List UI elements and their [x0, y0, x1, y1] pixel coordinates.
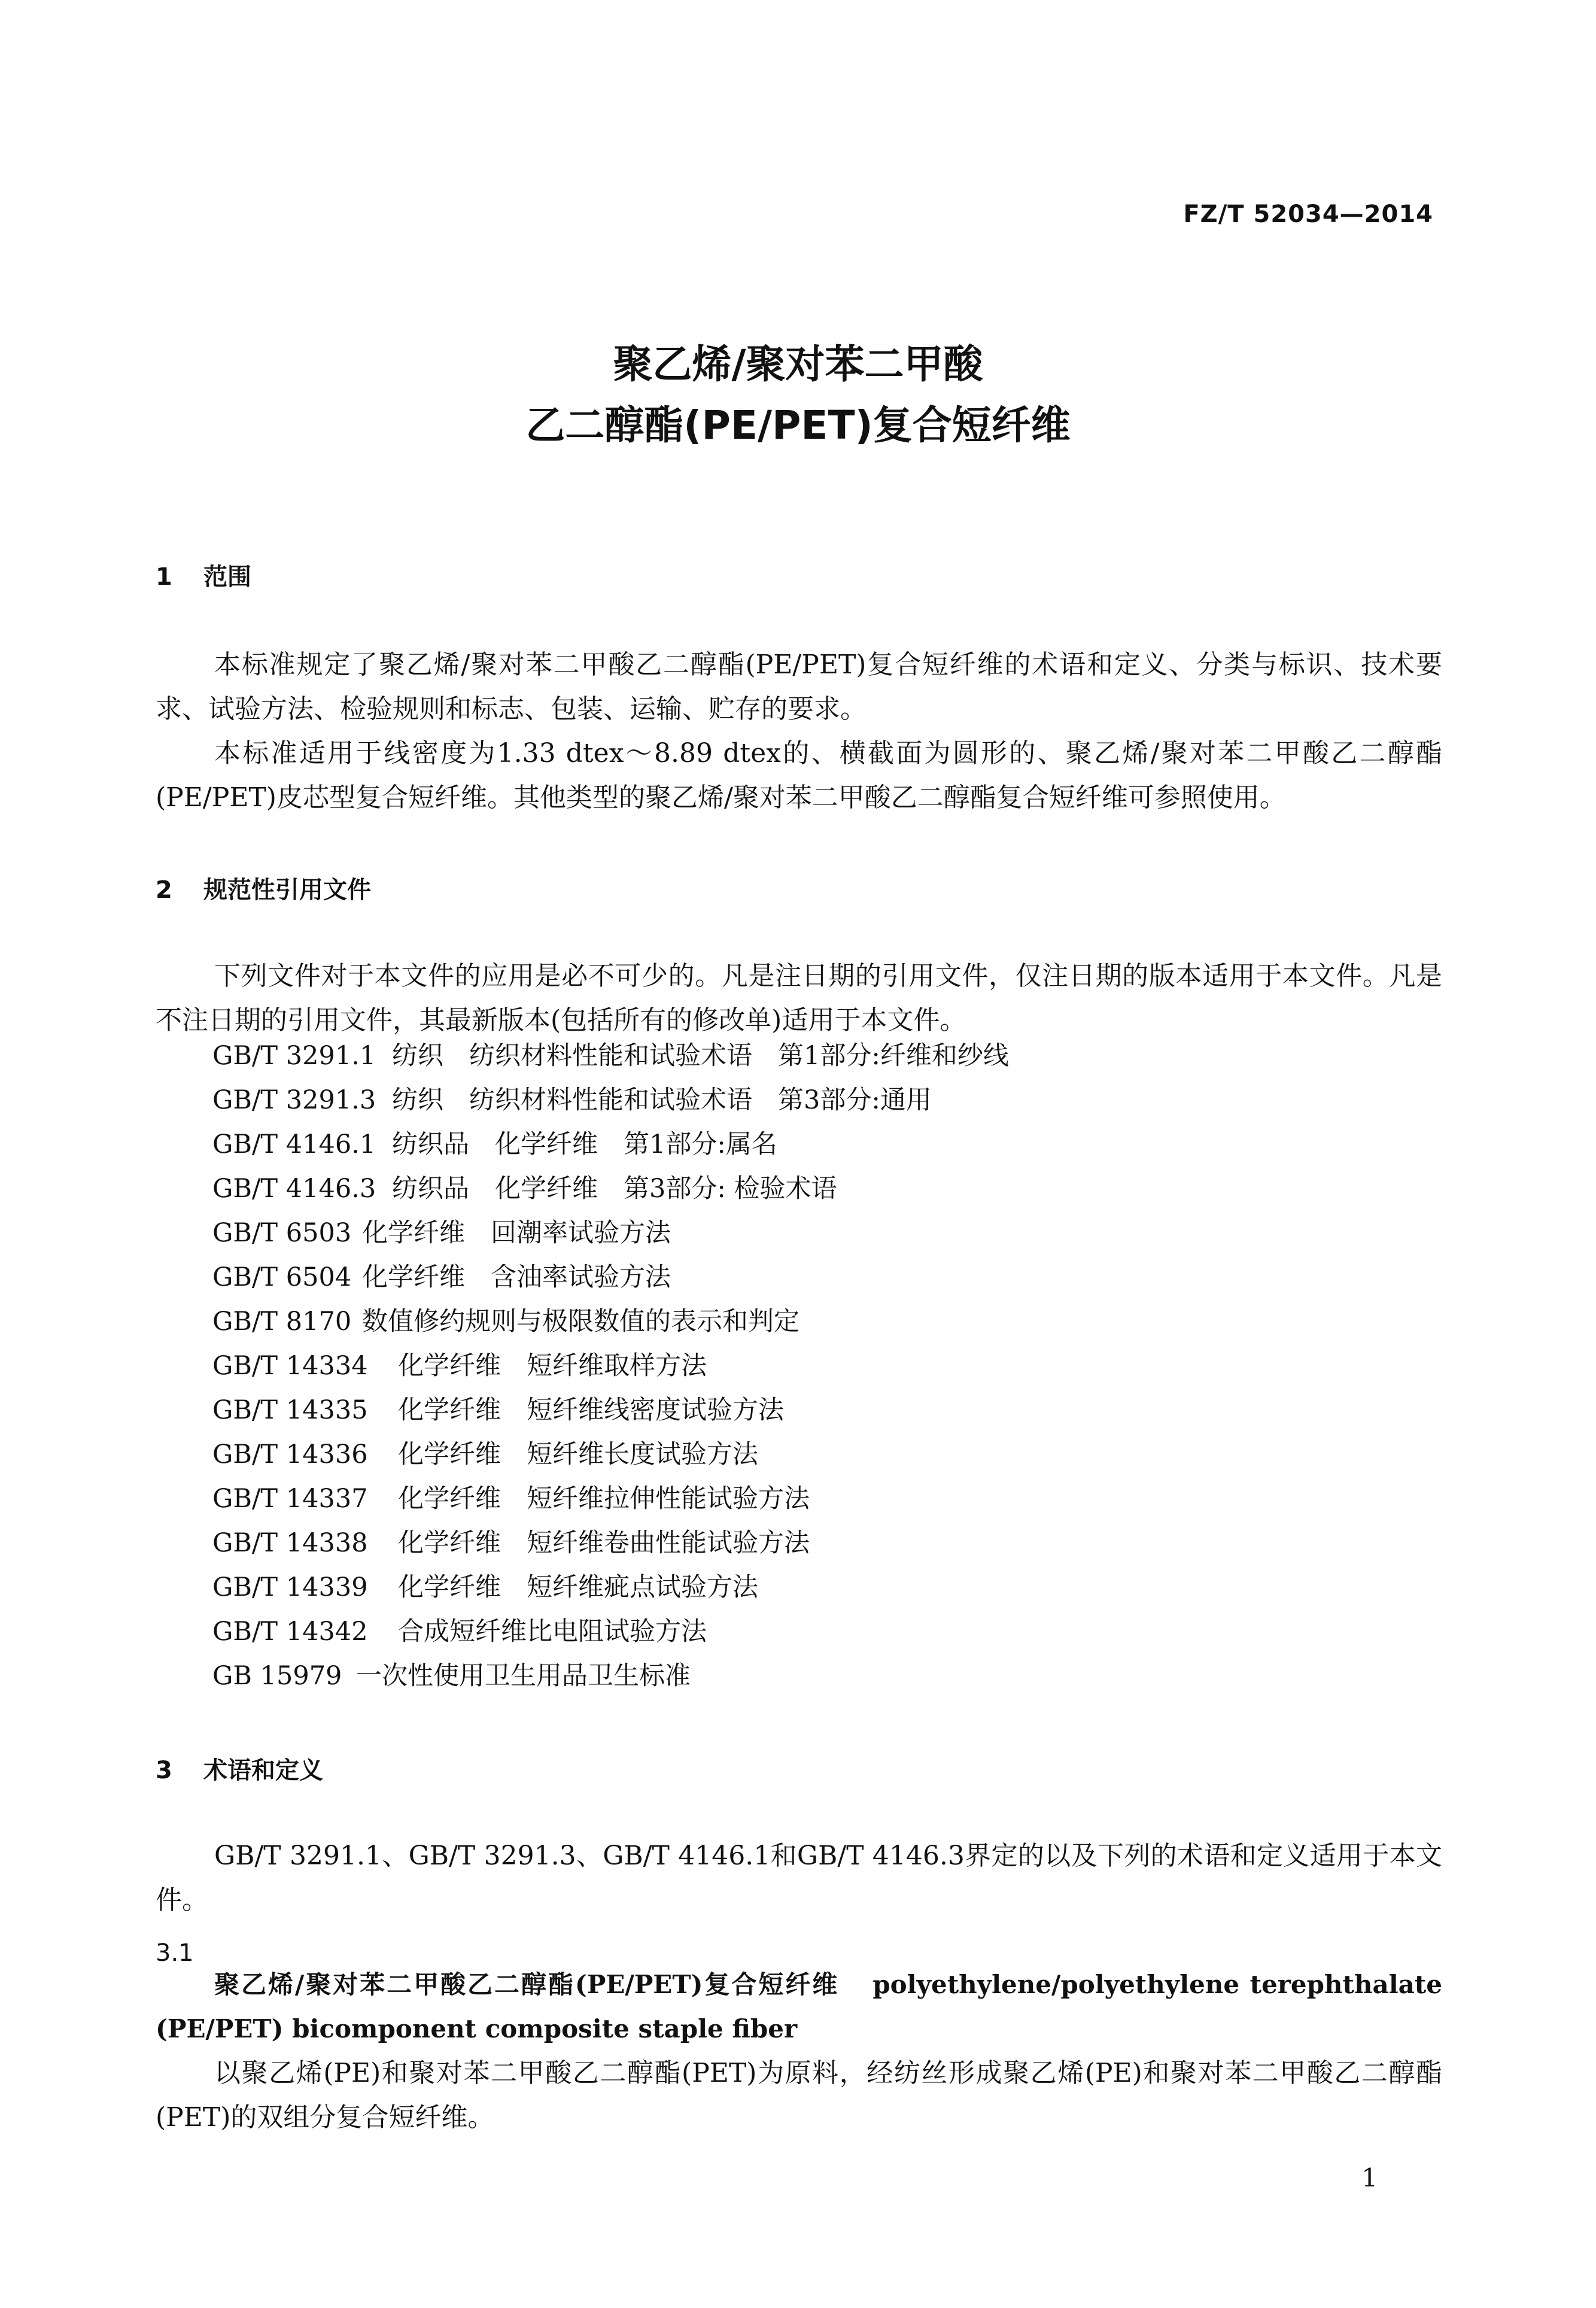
reference-code: GB/T 14339 — [212, 1572, 368, 1602]
reference-code: GB/T 14334 — [212, 1351, 368, 1381]
document-title — [0, 334, 1596, 456]
reference-code: GB/T 3291.1 — [212, 1041, 376, 1071]
reference-title: 化学纤维 短纤维线密度试验方法 — [398, 1395, 784, 1425]
reference-item — [212, 1609, 1009, 1654]
reference-code: GB/T 14337 — [212, 1484, 368, 1514]
reference-code: GB/T 14335 — [212, 1395, 368, 1425]
reference-title: 纺织 纺织材料性能和试验术语 第1部分:纤维和纱线 — [392, 1041, 1009, 1071]
term-number: 3.1 — [156, 1939, 194, 1967]
term-heading — [156, 1963, 1442, 2051]
normative-intro: 下列文件对于本文件的应用是必不可少的。凡是注日期的引用文件，仅注日期的版本适用于本文件。凡是不注日期的引用文件，其最新版本(包括所有的修改单)适用于本文件。 — [156, 961, 1442, 1035]
reference-item — [212, 1211, 1009, 1255]
term-definition: 以聚乙烯(PE)和聚对苯二甲酸乙二醇酯(PET)为原料，经纺丝形成聚乙烯(PE)和聚对苯二甲酸乙二醇酯(PET)的双组分复合短纤维。 — [156, 2058, 1442, 2133]
reference-title: 化学纤维 短纤维取样方法 — [398, 1351, 707, 1381]
reference-title: 化学纤维 短纤维拉伸性能试验方法 — [398, 1484, 810, 1514]
section-2-heading — [156, 871, 371, 905]
title-line-2: 乙二醇酯(PE/PET)复合短纤维 — [525, 402, 1071, 448]
reference-code: GB/T 3291.3 — [212, 1085, 376, 1115]
reference-code: GB/T 6504 — [212, 1262, 352, 1292]
reference-title: 数值修约规则与极限数值的表示和判定 — [362, 1307, 799, 1337]
reference-code: GB/T 4146.1 — [212, 1129, 376, 1159]
scope-paragraph-2: 本标准适用于线密度为1.33 dtex～8.89 dtex的、横截面为圆形的、聚乙烯/聚对苯二甲酸乙二醇酯(PE/PET)皮芯型复合短纤维。其他类型的聚乙烯/聚对苯二甲酸乙二醇酯复合短纤维可参照使用。 — [156, 738, 1442, 813]
reference-title: 纺织品 化学纤维 第1部分:属名 — [392, 1129, 777, 1159]
section-3-heading — [156, 1751, 323, 1785]
reference-list — [212, 1034, 1009, 1698]
reference-title: 化学纤维 回潮率试验方法 — [362, 1218, 671, 1248]
reference-title: 合成短纤维比电阻试验方法 — [398, 1617, 707, 1647]
reference-item — [212, 1034, 1009, 1078]
section-number: 3 — [156, 1757, 172, 1784]
reference-item — [212, 1078, 1009, 1122]
standard-number: FZ/T 52034—2014 — [1183, 201, 1433, 228]
reference-title: 化学纤维 含油率试验方法 — [362, 1262, 671, 1292]
reference-item — [212, 1654, 1009, 1698]
reference-item — [212, 1521, 1009, 1565]
reference-code: GB/T 4146.3 — [212, 1174, 376, 1204]
terms-intro: GB/T 3291.1、GB/T 3291.3、GB/T 4146.1和GB/T 4146.3界定的以及下列的术语和定义适用于本文件。 — [156, 1841, 1442, 1915]
reference-code: GB/T 14338 — [212, 1528, 368, 1558]
page-number: 1 — [1361, 2163, 1378, 2192]
reference-title: 化学纤维 短纤维卷曲性能试验方法 — [398, 1528, 810, 1558]
section-title: 术语和定义 — [203, 1757, 323, 1784]
reference-code: GB/T 14336 — [212, 1440, 368, 1469]
reference-code: GB/T 6503 — [212, 1218, 352, 1248]
reference-item — [212, 1388, 1009, 1432]
reference-code: GB 15979 — [212, 1661, 342, 1691]
reference-code: GB/T 14342 — [212, 1617, 368, 1647]
section-1-heading — [156, 558, 251, 592]
reference-item — [212, 1565, 1009, 1609]
section-number: 1 — [156, 563, 172, 591]
reference-title: 纺织 纺织材料性能和试验术语 第3部分:通用 — [392, 1085, 932, 1115]
title-line-1: 聚乙烯/聚对苯二甲酸 — [613, 341, 983, 387]
reference-title: 纺织品 化学纤维 第3部分: 检验术语 — [392, 1174, 837, 1204]
section-title: 范围 — [203, 563, 251, 591]
reference-item — [212, 1167, 1009, 1211]
reference-item — [212, 1477, 1009, 1521]
section-number: 2 — [156, 876, 172, 904]
section-title: 规范性引用文件 — [203, 876, 371, 904]
reference-title: 一次性使用卫生用品卫生标准 — [356, 1661, 691, 1691]
reference-item — [212, 1299, 1009, 1344]
term-chinese: 聚乙烯/聚对苯二甲酸乙二醇酯(PE/PET)复合短纤维 — [214, 1970, 840, 1999]
reference-title: 化学纤维 短纤维长度试验方法 — [398, 1440, 758, 1469]
reference-code: GB/T 8170 — [212, 1307, 352, 1337]
term-english: polyethylene/polyethylene terephthalate (PE/PET) bicomponent composite staple fiber — [156, 1970, 1442, 2043]
reference-item — [212, 1344, 1009, 1388]
reference-item — [212, 1255, 1009, 1299]
reference-item — [212, 1122, 1009, 1167]
reference-item — [212, 1432, 1009, 1477]
scope-paragraph-1: 本标准规定了聚乙烯/聚对苯二甲酸乙二醇酯(PE/PET)复合短纤维的术语和定义、分类与标识、技术要求、试验方法、检验规则和标志、包装、运输、贮存的要求。 — [156, 649, 1442, 724]
reference-title: 化学纤维 短纤维疵点试验方法 — [398, 1572, 758, 1602]
